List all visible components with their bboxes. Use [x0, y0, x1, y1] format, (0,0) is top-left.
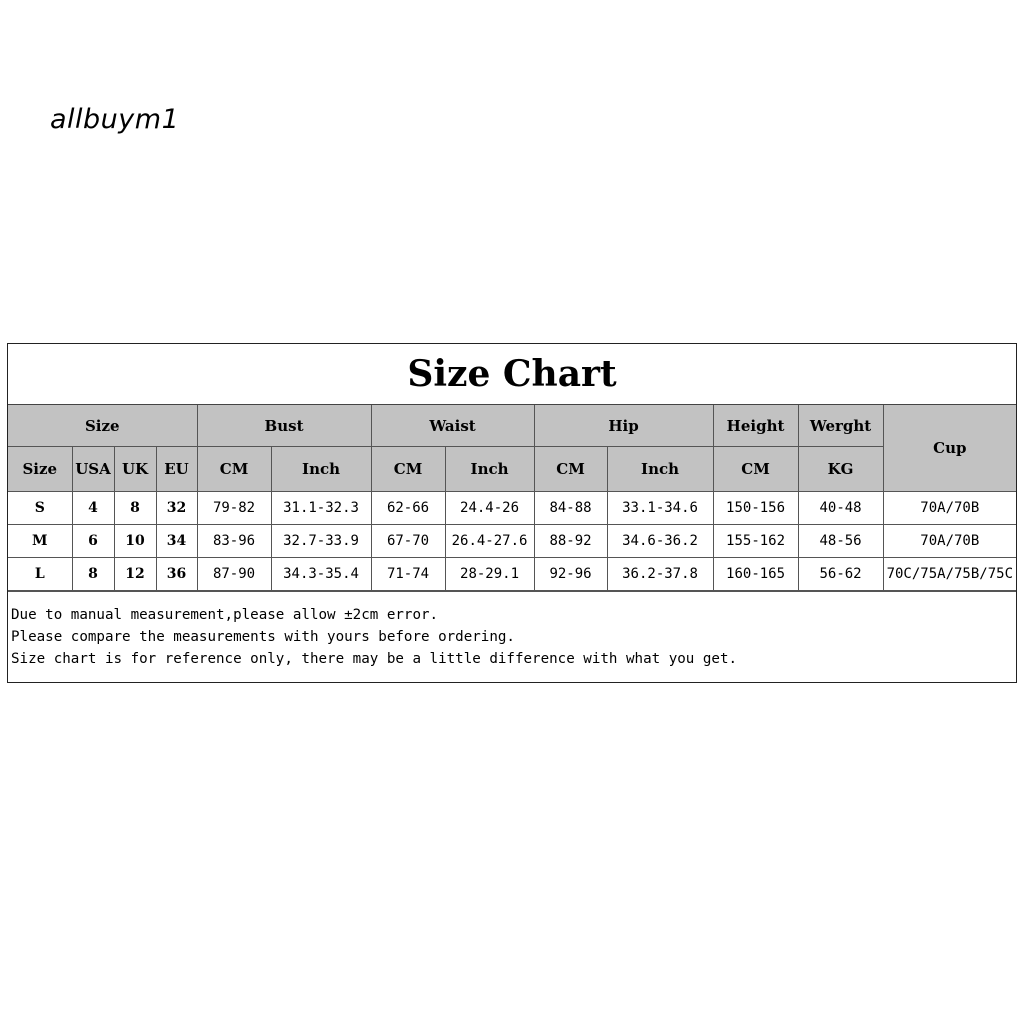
cell-waist-cm: 71-74 — [371, 558, 445, 591]
cell-hip-inch: 36.2-37.8 — [607, 558, 713, 591]
cell-cup: 70A/70B — [883, 525, 1016, 558]
subheader-bust-cm: CM — [197, 447, 271, 492]
cell-size: L — [8, 558, 72, 591]
header-size-group: Size — [8, 405, 197, 447]
cell-weight-kg: 40-48 — [798, 492, 883, 525]
cell-uk: 10 — [114, 525, 156, 558]
header-cup: Cup — [883, 405, 1016, 492]
cell-hip-inch: 33.1-34.6 — [607, 492, 713, 525]
note-line: Please compare the measurements with yours before ordering. — [11, 629, 515, 645]
cell-bust-inch: 31.1-32.3 — [271, 492, 371, 525]
notes — [8, 591, 1016, 682]
cell-eu: 34 — [156, 525, 197, 558]
cell-hip-cm: 92-96 — [534, 558, 607, 591]
cell-bust-inch: 32.7-33.9 — [271, 525, 371, 558]
subheader-bust-inch: Inch — [271, 447, 371, 492]
cell-bust-cm: 87-90 — [197, 558, 271, 591]
cell-size: M — [8, 525, 72, 558]
subheader-hip-inch: Inch — [607, 447, 713, 492]
subheader-waist-cm: CM — [371, 447, 445, 492]
table-row — [8, 492, 1016, 525]
subheader-usa: USA — [72, 447, 114, 492]
cell-cup: 70C/75A/75B/75C — [883, 558, 1016, 591]
cell-usa: 4 — [72, 492, 114, 525]
cell-cup: 70A/70B — [883, 492, 1016, 525]
subheader-uk: UK — [114, 447, 156, 492]
cell-bust-inch: 34.3-35.4 — [271, 558, 371, 591]
cell-uk: 8 — [114, 492, 156, 525]
note-line: Size chart is for reference only, there may be a little difference with what you get. — [11, 651, 738, 667]
cell-hip-cm: 88-92 — [534, 525, 607, 558]
header-waist: Waist — [371, 405, 534, 447]
size-table — [8, 405, 1016, 591]
cell-bust-cm: 79-82 — [197, 492, 271, 525]
subheader-hip-cm: CM — [534, 447, 607, 492]
cell-usa: 8 — [72, 558, 114, 591]
cell-eu: 36 — [156, 558, 197, 591]
header-hip: Hip — [534, 405, 713, 447]
subheader-height-cm: CM — [713, 447, 798, 492]
group-header-row — [8, 405, 1016, 447]
header-weight: Werght — [798, 405, 883, 447]
subheader-eu: EU — [156, 447, 197, 492]
subheader-waist-inch: Inch — [445, 447, 534, 492]
cell-waist-inch: 24.4-26 — [445, 492, 534, 525]
cell-height-cm: 155-162 — [713, 525, 798, 558]
subheader-size: Size — [8, 447, 72, 492]
chart-title: Size Chart — [8, 344, 1016, 405]
table-row — [8, 558, 1016, 591]
cell-height-cm: 150-156 — [713, 492, 798, 525]
cell-bust-cm: 83-96 — [197, 525, 271, 558]
subheader-weight-kg: KG — [798, 447, 883, 492]
cell-size: S — [8, 492, 72, 525]
cell-hip-inch: 34.6-36.2 — [607, 525, 713, 558]
cell-weight-kg: 48-56 — [798, 525, 883, 558]
cell-eu: 32 — [156, 492, 197, 525]
cell-waist-cm: 62-66 — [371, 492, 445, 525]
cell-uk: 12 — [114, 558, 156, 591]
header-height: Height — [713, 405, 798, 447]
sub-header-row — [8, 447, 1016, 492]
cell-waist-cm: 67-70 — [371, 525, 445, 558]
size-chart — [7, 343, 1017, 683]
cell-waist-inch: 26.4-27.6 — [445, 525, 534, 558]
note-line: Due to manual measurement,please allow ±2cm error. — [11, 607, 439, 623]
cell-height-cm: 160-165 — [713, 558, 798, 591]
watermark: allbuym1 — [50, 104, 180, 135]
cell-weight-kg: 56-62 — [798, 558, 883, 591]
header-bust: Bust — [197, 405, 371, 447]
cell-usa: 6 — [72, 525, 114, 558]
cell-hip-cm: 84-88 — [534, 492, 607, 525]
table-row — [8, 525, 1016, 558]
cell-waist-inch: 28-29.1 — [445, 558, 534, 591]
